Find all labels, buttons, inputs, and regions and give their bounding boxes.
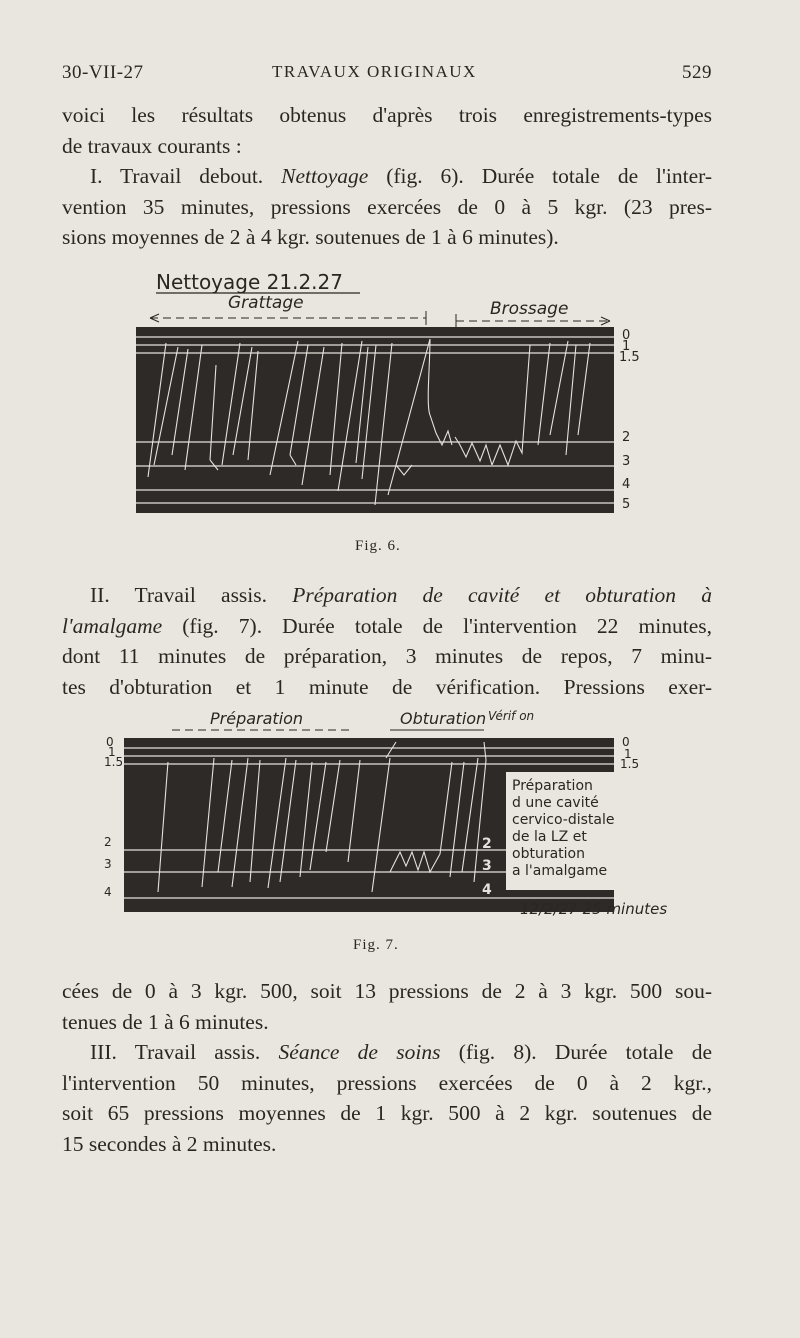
text-line: l'intervention 50 minutes, pressions exercées de 0 à 2 kgr., <box>62 1070 712 1095</box>
intro-paragraph <box>62 100 712 161</box>
item-1-paragraph <box>62 161 712 253</box>
item-2-title-b: l'amalgame <box>62 613 163 638</box>
text-line: dont 11 minutes de préparation, 3 minutes de repos, 7 minu- <box>62 644 712 668</box>
item-1-lead: I. Travail debout. <box>90 164 282 188</box>
item-1-rest: (fig. 6). Durée totale de l'inter- <box>368 164 713 188</box>
fig7-left-scale-0: 0 <box>106 735 114 749</box>
item-3-lead: III. Travail assis. <box>90 1040 279 1064</box>
item-2-paragraph <box>62 580 712 702</box>
header-issue-date: 30-VII-27 <box>62 62 144 83</box>
figure-6-pressure-trace <box>130 265 670 520</box>
fig7-note-line: cervico-distale <box>512 812 615 828</box>
item-2-rest: (fig. 7). Durée totale de l'intervention 22 minutes, <box>162 613 712 638</box>
fig6-scale-1: 1 <box>622 339 631 354</box>
fig7-left-scale-1: 1 <box>108 745 116 759</box>
fig7-scale-labels-left <box>104 735 123 899</box>
fig7-right-scale-0: 0 <box>622 735 630 749</box>
text-line <box>62 1037 712 1068</box>
text-line <box>62 161 712 192</box>
figure-7-caption: Fig. 7. <box>353 937 399 953</box>
figure-6-caption: Fig. 6. <box>355 538 401 554</box>
item-3-rest: (fig. 8). Durée totale de <box>440 1040 712 1064</box>
page-number: 529 <box>682 62 712 83</box>
fig7-left-scale-1-5: 1.5 <box>104 755 124 769</box>
continuation-paragraph <box>62 976 712 1037</box>
fig7-note-line: a l'amalgame <box>512 863 608 879</box>
fig7-inner-scale <box>482 836 492 898</box>
fig6-scale-2: 2 <box>622 430 631 445</box>
fig6-scale-0: 0 <box>622 328 631 343</box>
fig7-label-preparation: Préparation <box>210 709 304 728</box>
item-3-paragraph <box>62 1037 712 1159</box>
text-line: tes d'obturation et 1 minute de vérification. Pressions exer- <box>62 674 712 699</box>
fig7-scale-labels-right <box>620 735 639 771</box>
item-3-title: Séance de soins <box>278 1040 441 1064</box>
fig7-inner-scale-3: 3 <box>482 858 492 874</box>
text-line: vention 35 minutes, pressions exercées de 0 à 5 kgr. (23 pres- <box>62 194 712 219</box>
fig7-date: 12/2/27 25 minutes <box>520 900 668 918</box>
fig7-label-verif: Vérif on <box>488 709 535 723</box>
fig6-label-grattage: Grattage <box>228 293 304 313</box>
fig6-scale-1-5: 1.5 <box>619 350 640 365</box>
fig6-scale-4: 4 <box>622 477 631 492</box>
fig7-note-line: obturation <box>512 846 585 862</box>
fig7-note-line: Préparation <box>512 778 593 794</box>
figure-7-pressure-trace <box>100 702 680 927</box>
fig7-left-scale-2: 2 <box>104 835 112 849</box>
text-line: 15 secondes à 2 minutes. <box>62 1131 277 1156</box>
fig7-label-obturation: Obturation <box>400 709 487 728</box>
fig6-title: Nettoyage 21.2.27 <box>156 270 343 294</box>
fig6-scale-labels <box>619 328 640 512</box>
text-line <box>62 611 712 642</box>
fig7-note-line: d une cavité <box>512 795 599 811</box>
text-line: de travaux courants : <box>62 133 242 158</box>
fig6-scale-3: 3 <box>622 454 631 469</box>
item-1-title: Nettoyage <box>281 164 369 188</box>
text-line: cées de 0 à 3 kgr. 500, soit 13 pressions de 2 à 3 kgr. 500 sou- <box>62 979 712 1003</box>
item-2-lead: II. Travail assis. <box>90 583 293 607</box>
fig7-right-scale-1-5: 1.5 <box>620 757 640 771</box>
text-line: voici les résultats obtenus d'après trois enregistrements-types <box>62 103 712 127</box>
fig7-right-scale-1: 1 <box>624 747 632 761</box>
text-line: sions moyennes de 2 à 4 kgr. soutenues de 1 à 6 minutes). <box>62 225 559 249</box>
running-header <box>62 62 712 90</box>
text-line <box>62 580 712 611</box>
text-line: tenues de 1 à 6 minutes. <box>62 1009 269 1034</box>
fig7-left-scale-4: 4 <box>104 885 112 899</box>
item-2-title-a: Préparation de cavité et obturation à <box>292 583 712 607</box>
fig7-left-scale-3: 3 <box>104 857 112 871</box>
text-line: soit 65 pressions moyennes de 1 kgr. 500 à 2 kgr. soutenues de <box>62 1101 712 1125</box>
fig7-note-line: de la LZ et <box>512 829 587 845</box>
header-section-title: TRAVAUX ORIGINAUX <box>272 62 477 81</box>
fig6-label-brossage: Brossage <box>490 299 569 319</box>
fig7-inner-scale-4: 4 <box>482 882 492 898</box>
fig6-scale-5: 5 <box>622 497 631 512</box>
fig7-inner-scale-2: 2 <box>482 836 492 852</box>
